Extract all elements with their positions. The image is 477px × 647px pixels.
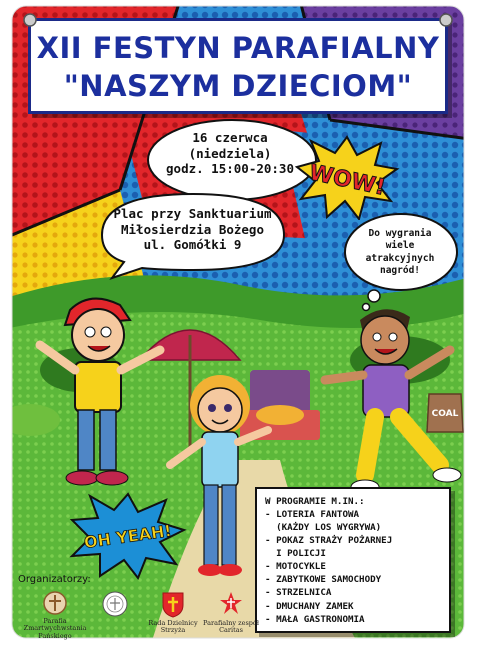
location-line-3: ul. Gomółki 9 xyxy=(143,237,242,253)
organizer-caritas xyxy=(196,590,266,635)
program-item: - ZABYTKOWE SAMOCHODY xyxy=(265,574,382,586)
prize-line-2: wiele xyxy=(385,240,415,252)
program-item: - DMUCHANY ZAMEK xyxy=(265,600,354,612)
organizer-name-line-1: Parafialny zespół xyxy=(203,619,259,627)
organizer-name-line-1: Parafia xyxy=(43,617,67,625)
organizer-name-line-1: Rada Dzielnicy xyxy=(148,619,198,627)
jumping-boy-illustration xyxy=(315,295,470,505)
prize-line-4: nagród! xyxy=(379,265,421,277)
program-item: I POLICJI xyxy=(265,548,326,560)
event-date xyxy=(165,130,295,177)
prize-message xyxy=(355,228,445,277)
program-item: (KAŻDY LOS WYGRYWA) xyxy=(265,522,382,534)
program-box xyxy=(255,487,451,633)
pin-top-right-icon xyxy=(436,10,456,30)
boy-with-cap-illustration xyxy=(20,290,170,490)
district-crest-icon xyxy=(160,590,186,618)
program-item: - STRZELNICA xyxy=(265,587,332,599)
parish-seal-icon xyxy=(42,590,68,616)
program-item: - LOTERIA FANTOWA xyxy=(265,509,360,521)
sanctuary-seal-icon xyxy=(101,590,129,618)
oh-yeah-burst xyxy=(68,492,188,580)
event-hours: godz. 15:00-20:30 xyxy=(166,161,294,177)
program-heading: W PROGRAMIE M.IN.: xyxy=(265,496,365,507)
organizer-name-line-2: Zmartwychwstania Pańskiego xyxy=(23,624,87,640)
caritas-icon xyxy=(218,590,244,618)
title-line-2: "NASZYM DZIECIOM" xyxy=(63,69,413,103)
wow-burst xyxy=(295,135,400,220)
organizers-label: Organizatorzy: xyxy=(18,574,91,585)
event-weekday: (niedziela) xyxy=(188,145,272,161)
wow-label: WOW! xyxy=(306,160,388,201)
program-item: - MAŁA GASTRONOMIA xyxy=(265,613,365,625)
title-line-1: XII FESTYN PARAFIALNY xyxy=(36,31,440,65)
title-banner xyxy=(28,18,448,114)
program-item: - MOTOCYKLE xyxy=(265,561,326,573)
pin-top-left-icon xyxy=(20,10,40,30)
prize-line-3: atrakcyjnych xyxy=(365,252,435,264)
coal-label: COAL xyxy=(431,409,459,419)
location-line-1: Plac przy Sanktuarium xyxy=(113,206,272,221)
program-item: - POKAZ STRAŻY POŻARNEJ xyxy=(265,535,393,547)
event-location xyxy=(100,206,285,253)
oh-yeah-label: OH YEAH! xyxy=(82,520,173,553)
event-day: 16 czerwca xyxy=(192,130,268,145)
organizer-name-line-2: Caritas xyxy=(219,626,243,635)
location-line-2: Miłosierdzia Bożego xyxy=(121,221,264,237)
prize-line-1: Do wygrania xyxy=(368,228,432,239)
organizer-name-line-2: Strzyża xyxy=(160,626,186,635)
